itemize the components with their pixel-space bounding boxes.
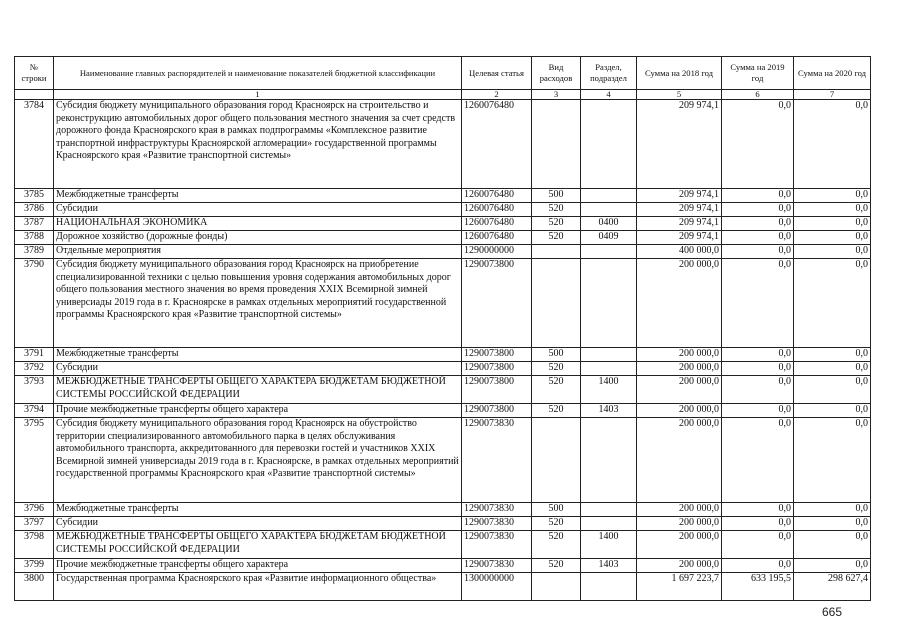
table-row [15, 245, 871, 259]
row-sum-2018: 200 000,0 [637, 404, 722, 418]
table-row [15, 259, 871, 348]
row-section: 0409 [581, 231, 637, 245]
row-sum-2018: 200 000,0 [637, 259, 722, 348]
column-number: 4 [581, 90, 637, 100]
row-expense-kind: 520 [532, 531, 581, 559]
row-expense-kind: 500 [532, 348, 581, 362]
row-name: Отдельные мероприятия [54, 245, 462, 259]
header-row-number: № строки [15, 57, 54, 90]
row-number: 3800 [15, 573, 54, 601]
row-name: Субсидии [54, 362, 462, 376]
row-sum-2019: 0,0 [722, 503, 794, 517]
column-number: 7 [794, 90, 871, 100]
row-section: 1403 [581, 559, 637, 573]
row-sum-2019: 0,0 [722, 517, 794, 531]
column-number: 1 [54, 90, 462, 100]
row-expense-kind: 520 [532, 362, 581, 376]
row-sum-2018: 200 000,0 [637, 348, 722, 362]
row-number: 3790 [15, 259, 54, 348]
row-expense-kind: 520 [532, 203, 581, 217]
row-sum-2018: 200 000,0 [637, 559, 722, 573]
column-number: 6 [722, 90, 794, 100]
row-sum-2018: 209 974,1 [637, 100, 722, 189]
header-section: Раздел, подраздел [581, 57, 637, 90]
row-sum-2019: 0,0 [722, 559, 794, 573]
row-number: 3785 [15, 189, 54, 203]
row-sum-2018: 200 000,0 [637, 503, 722, 517]
row-sum-2018: 400 000,0 [637, 245, 722, 259]
row-number: 3789 [15, 245, 54, 259]
row-expense-kind [532, 100, 581, 189]
row-target-article: 1290073830 [462, 503, 532, 517]
row-number: 3793 [15, 376, 54, 404]
row-expense-kind: 520 [532, 404, 581, 418]
table-row [15, 418, 871, 503]
row-sum-2020: 0,0 [794, 503, 871, 517]
row-name: МЕЖБЮДЖЕТНЫЕ ТРАНСФЕРТЫ ОБЩЕГО ХАРАКТЕРА БЮДЖЕТАМ БЮДЖЕТНОЙ СИСТЕМЫ РОССИЙСКОЙ ФЕДЕРАЦИИ [54, 531, 462, 559]
row-name: Субсидия бюджету муниципального образования город Красноярск на приобретение специализированной техники с целью повышения уровня содержания автомобильных дорог общего пользования местного значения во время проведения XXIX Всемирной зимней универсиады 2019 года в г. Красноярске в рамках отдельных мероприятий государственной программы Красноярского края «Развитие транспортной системы» [54, 259, 462, 348]
header-row [15, 57, 871, 90]
row-section: 1400 [581, 376, 637, 404]
header-sum-2018: Сумма на 2018 год [637, 57, 722, 90]
row-expense-kind [532, 573, 581, 601]
row-number: 3787 [15, 217, 54, 231]
row-number: 3799 [15, 559, 54, 573]
row-name: Прочие межбюджетные трансферты общего характера [54, 404, 462, 418]
row-target-article: 1260076480 [462, 217, 532, 231]
row-section [581, 362, 637, 376]
header-sum-2020: Сумма на 2020 год [794, 57, 871, 90]
row-number: 3797 [15, 517, 54, 531]
row-number: 3798 [15, 531, 54, 559]
row-number: 3788 [15, 231, 54, 245]
row-sum-2020: 0,0 [794, 231, 871, 245]
row-expense-kind: 520 [532, 376, 581, 404]
row-section [581, 203, 637, 217]
row-number: 3791 [15, 348, 54, 362]
row-sum-2020: 0,0 [794, 559, 871, 573]
row-sum-2019: 0,0 [722, 203, 794, 217]
row-sum-2018: 200 000,0 [637, 517, 722, 531]
row-name: Межбюджетные трансферты [54, 348, 462, 362]
table-row [15, 217, 871, 231]
row-target-article: 1290073830 [462, 531, 532, 559]
table-row [15, 573, 871, 601]
table-body [15, 100, 871, 601]
row-sum-2019: 0,0 [722, 404, 794, 418]
row-name: Межбюджетные трансферты [54, 189, 462, 203]
row-target-article: 1260076480 [462, 203, 532, 217]
row-sum-2020: 0,0 [794, 245, 871, 259]
row-target-article: 1260076480 [462, 100, 532, 189]
row-target-article: 1290073800 [462, 348, 532, 362]
row-number: 3784 [15, 100, 54, 189]
row-section [581, 348, 637, 362]
row-sum-2020: 0,0 [794, 100, 871, 189]
row-sum-2018: 209 974,1 [637, 203, 722, 217]
table-row [15, 517, 871, 531]
row-sum-2019: 0,0 [722, 259, 794, 348]
table-row [15, 348, 871, 362]
row-sum-2019: 0,0 [722, 217, 794, 231]
row-section: 0400 [581, 217, 637, 231]
row-target-article: 1260076480 [462, 231, 532, 245]
row-section [581, 189, 637, 203]
column-number [15, 90, 54, 100]
row-sum-2020: 0,0 [794, 362, 871, 376]
row-target-article: 1290073800 [462, 259, 532, 348]
header-target-article: Целевая статья [462, 57, 532, 90]
row-section [581, 573, 637, 601]
row-target-article: 1290073800 [462, 404, 532, 418]
row-expense-kind: 520 [532, 517, 581, 531]
table-row [15, 100, 871, 189]
row-section [581, 245, 637, 259]
row-name: Субсидии [54, 203, 462, 217]
table-row [15, 203, 871, 217]
row-target-article: 1290073800 [462, 376, 532, 404]
column-number: 2 [462, 90, 532, 100]
row-number: 3796 [15, 503, 54, 517]
row-sum-2018: 209 974,1 [637, 217, 722, 231]
row-number: 3795 [15, 418, 54, 503]
row-sum-2020: 0,0 [794, 217, 871, 231]
row-sum-2019: 0,0 [722, 348, 794, 362]
row-target-article: 1290073830 [462, 559, 532, 573]
row-sum-2019: 0,0 [722, 231, 794, 245]
row-section: 1403 [581, 404, 637, 418]
row-name: МЕЖБЮДЖЕТНЫЕ ТРАНСФЕРТЫ ОБЩЕГО ХАРАКТЕРА БЮДЖЕТАМ БЮДЖЕТНОЙ СИСТЕМЫ РОССИЙСКОЙ ФЕДЕРАЦИИ [54, 376, 462, 404]
row-sum-2019: 0,0 [722, 100, 794, 189]
row-sum-2020: 0,0 [794, 259, 871, 348]
row-sum-2020: 298 627,4 [794, 573, 871, 601]
table-row [15, 362, 871, 376]
table-row [15, 376, 871, 404]
row-sum-2018: 209 974,1 [637, 231, 722, 245]
row-sum-2018: 209 974,1 [637, 189, 722, 203]
row-name: Дорожное хозяйство (дорожные фонды) [54, 231, 462, 245]
page-number: 665 [822, 605, 843, 619]
row-section [581, 418, 637, 503]
table-row [15, 189, 871, 203]
table-row [15, 404, 871, 418]
row-target-article: 1290000000 [462, 245, 532, 259]
row-section [581, 517, 637, 531]
table-row [15, 559, 871, 573]
row-sum-2019: 0,0 [722, 189, 794, 203]
row-section [581, 503, 637, 517]
row-sum-2019: 0,0 [722, 531, 794, 559]
row-sum-2019: 0,0 [722, 245, 794, 259]
row-expense-kind: 500 [532, 189, 581, 203]
row-section: 1400 [581, 531, 637, 559]
row-sum-2018: 1 697 223,7 [637, 573, 722, 601]
row-sum-2020: 0,0 [794, 189, 871, 203]
table-row [15, 531, 871, 559]
row-expense-kind [532, 245, 581, 259]
row-expense-kind [532, 418, 581, 503]
row-name: Субсидия бюджету муниципального образования город Красноярск на строительство и реконструкцию автомобильных дорог общего пользования местного значения за счет средств дорожного фонда Красноярского края в рамках подпрограммы «Комплексное развитие транспортной инфраструктуры Красноярской агломерации» государственной программы Красноярского края «Развитие транспортной системы» [54, 100, 462, 189]
header-expense-kind: Вид расходов [532, 57, 581, 90]
row-name: НАЦИОНАЛЬНАЯ ЭКОНОМИКА [54, 217, 462, 231]
row-target-article: 1290073800 [462, 362, 532, 376]
row-section [581, 259, 637, 348]
row-expense-kind: 520 [532, 231, 581, 245]
table-row [15, 231, 871, 245]
row-expense-kind: 500 [532, 503, 581, 517]
column-number-row [15, 90, 871, 100]
row-sum-2018: 200 000,0 [637, 531, 722, 559]
budget-table [14, 56, 871, 601]
row-name: Субсидия бюджету муниципального образования город Красноярск на обустройство территории специализированного автомобильного парка в целях обслуживания автомобильного транспорта, аккредитованного для перевозки гостей и участников XXIX Всемирной зимней универсиады 2019 года в г. Красноярске, в рамках отдельных мероприятий государственной программы Красноярского края «Развитие транспортной системы» [54, 418, 462, 503]
row-sum-2018: 200 000,0 [637, 418, 722, 503]
row-sum-2020: 0,0 [794, 376, 871, 404]
row-target-article: 1290073830 [462, 418, 532, 503]
row-name: Межбюджетные трансферты [54, 503, 462, 517]
row-sum-2018: 200 000,0 [637, 376, 722, 404]
row-sum-2019: 633 195,5 [722, 573, 794, 601]
row-section [581, 100, 637, 189]
row-number: 3786 [15, 203, 54, 217]
row-name: Государственная программа Красноярского края «Развитие информационного общества» [54, 573, 462, 601]
row-expense-kind [532, 259, 581, 348]
row-sum-2019: 0,0 [722, 362, 794, 376]
row-target-article: 1290073830 [462, 517, 532, 531]
row-target-article: 1300000000 [462, 573, 532, 601]
row-number: 3792 [15, 362, 54, 376]
row-name: Прочие межбюджетные трансферты общего характера [54, 559, 462, 573]
row-expense-kind: 520 [532, 559, 581, 573]
row-sum-2020: 0,0 [794, 517, 871, 531]
row-sum-2020: 0,0 [794, 418, 871, 503]
row-sum-2020: 0,0 [794, 404, 871, 418]
header-sum-2019: Сумма на 2019 год [722, 57, 794, 90]
row-expense-kind: 520 [532, 217, 581, 231]
row-sum-2018: 200 000,0 [637, 362, 722, 376]
row-number: 3794 [15, 404, 54, 418]
column-number: 3 [532, 90, 581, 100]
row-sum-2019: 0,0 [722, 418, 794, 503]
row-sum-2020: 0,0 [794, 531, 871, 559]
column-number: 5 [637, 90, 722, 100]
row-sum-2020: 0,0 [794, 348, 871, 362]
row-target-article: 1260076480 [462, 189, 532, 203]
row-name: Субсидии [54, 517, 462, 531]
header-name: Наименование главных распорядителей и наименование показателей бюджетной классификации [54, 57, 462, 90]
row-sum-2020: 0,0 [794, 203, 871, 217]
row-sum-2019: 0,0 [722, 376, 794, 404]
table-row [15, 503, 871, 517]
